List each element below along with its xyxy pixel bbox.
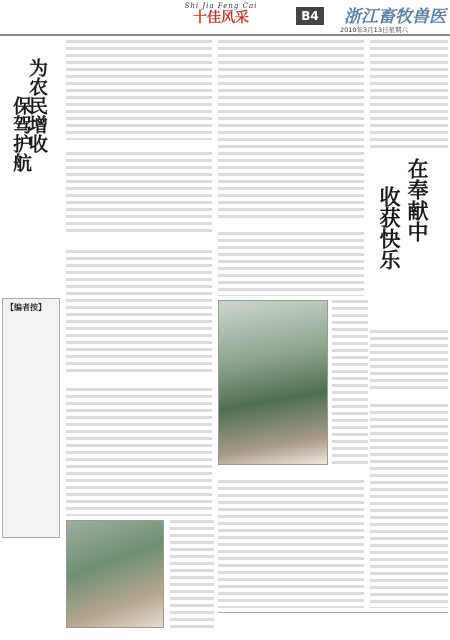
right-article-body-1 (370, 40, 448, 152)
left-article-body-2 (66, 152, 212, 236)
farm-photo (66, 520, 164, 628)
editor-note-title: 【编者按】 (6, 303, 46, 312)
section-pinyin: Shi Jia Feng Cai (184, 2, 258, 10)
left-article-body-5 (170, 520, 214, 628)
section-title: 十佳风采 (193, 10, 249, 26)
right-article-headline-line1: 在奉献中 (405, 158, 430, 242)
livestock-photo (218, 300, 328, 465)
left-article-headline-line1: 为农民增收 (26, 58, 48, 153)
left-article-headline-line2: 保驾护航 (10, 96, 32, 172)
center-article-body-4 (218, 480, 364, 608)
left-article-body-1 (66, 40, 212, 140)
issue-date: 2010年3月13日星期六 (340, 26, 408, 34)
center-article-body-3 (332, 300, 368, 465)
right-article-body-2 (370, 330, 448, 390)
masthead-rule (0, 34, 450, 36)
newspaper-logo: 浙江畜牧兽医 (344, 7, 446, 27)
left-article-body-3 (66, 250, 212, 375)
editor-note-box (2, 298, 60, 538)
left-article-body-4 (66, 388, 212, 516)
center-article-body-1 (218, 40, 364, 218)
masthead (0, 0, 450, 36)
center-article-body-2 (218, 232, 364, 296)
right-article-headline-line2: 收获快乐 (377, 186, 402, 270)
section-banner (160, 2, 282, 27)
page-number: B4 (296, 7, 324, 25)
right-article-body-3 (370, 404, 448, 608)
bottom-note (218, 612, 448, 634)
